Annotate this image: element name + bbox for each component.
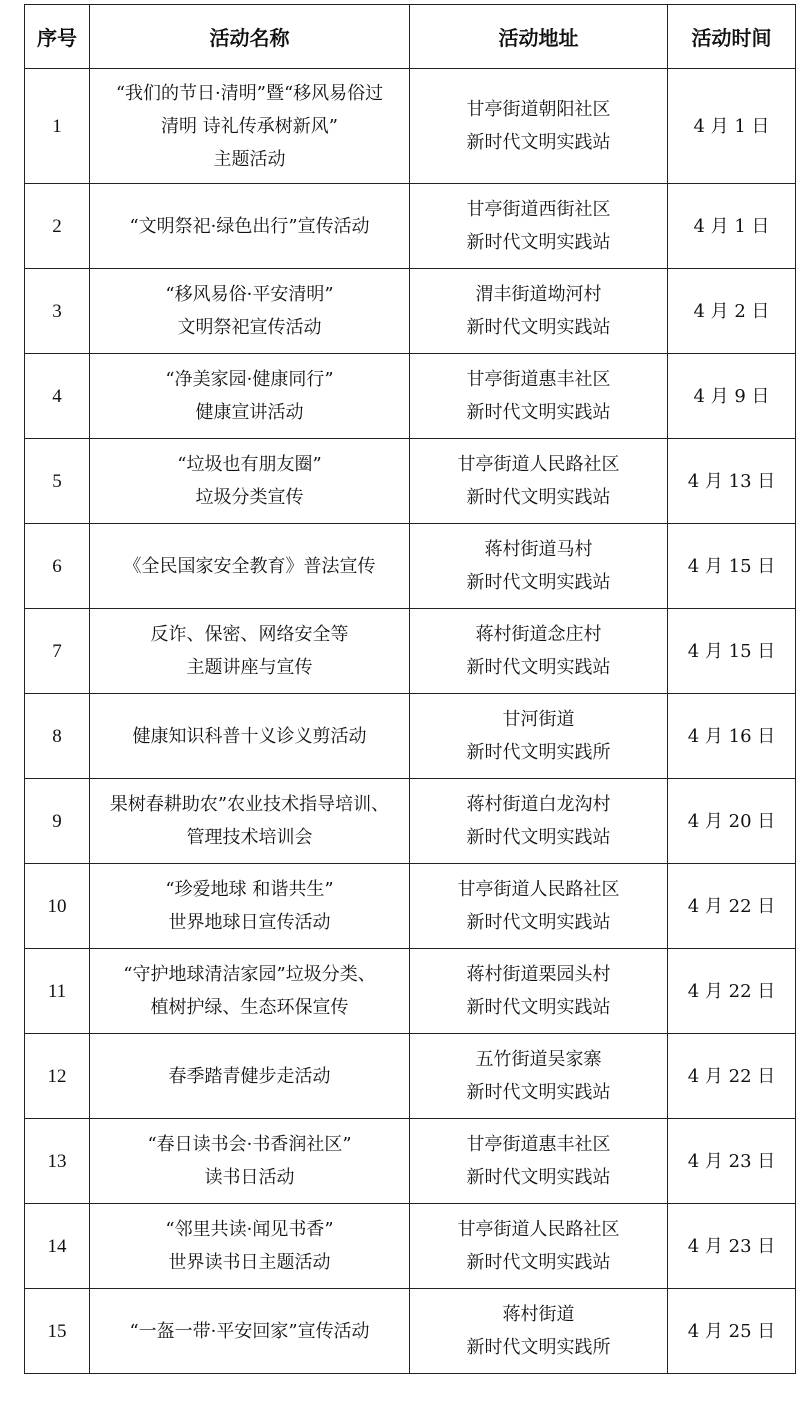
- activity-name-cell: [90, 524, 410, 609]
- activity-name-line: 果树春耕助农”农业技术指导培训、: [109, 794, 390, 815]
- activity-schedule: [24, 4, 796, 1374]
- activity-date-cell: 4 月 22 日: [668, 1034, 796, 1119]
- table-row: [25, 524, 796, 609]
- header-index: 序号: [25, 5, 90, 69]
- header-activity-date: 活动时间: [668, 5, 796, 69]
- activity-name-cell: [90, 439, 410, 524]
- activity-name-line: “净美家园·健康同行”: [165, 369, 334, 390]
- activity-address-line: 蒋村街道白龙沟村: [466, 794, 611, 815]
- activity-date-cell: 4 月 22 日: [668, 864, 796, 949]
- activity-name-line: 文明祭祀宣传活动: [177, 317, 322, 338]
- activity-address-line: 蒋村街道马村: [484, 539, 593, 560]
- activity-name-line: 春季踏青健步走活动: [168, 1065, 331, 1087]
- activity-name-line: “文明祭祀·绿色出行”宣传活动: [129, 215, 370, 237]
- table-row: [25, 269, 796, 354]
- activity-address-cell: [410, 864, 668, 949]
- row-index: 2: [25, 184, 90, 269]
- row-index: 11: [25, 949, 90, 1034]
- activity-date-cell: 4 月 13 日: [668, 439, 796, 524]
- table-body: [25, 69, 796, 1374]
- table-row: [25, 609, 796, 694]
- activity-address-line: 新时代文明实践站: [466, 1167, 611, 1188]
- table-row: [25, 354, 796, 439]
- activity-address-line: 新时代文明实践站: [466, 997, 611, 1018]
- activity-name-line: 主题讲座与宣传: [186, 657, 313, 678]
- activity-name-line: 读书日活动: [204, 1167, 295, 1188]
- table-row: [25, 1204, 796, 1289]
- activity-name-line: 世界地球日宣传活动: [168, 912, 331, 933]
- row-index: 1: [25, 69, 90, 184]
- table-row: [25, 694, 796, 779]
- row-index: 8: [25, 694, 90, 779]
- activity-date-cell: 4 月 1 日: [668, 69, 796, 184]
- activity-address-cell: [410, 269, 668, 354]
- table-row: [25, 1119, 796, 1204]
- activity-address-line: 新时代文明实践所: [466, 742, 611, 763]
- activity-name-line: “珍爱地球 和谐共生”: [165, 879, 334, 900]
- activity-address-cell: [410, 439, 668, 524]
- activity-address-line: 新时代文明实践站: [466, 132, 611, 153]
- table-row: [25, 69, 796, 184]
- activity-date-cell: 4 月 23 日: [668, 1204, 796, 1289]
- activity-address-line: 五竹街道吴家寨: [475, 1049, 602, 1070]
- activity-date-cell: 4 月 15 日: [668, 609, 796, 694]
- activity-address-cell: [410, 949, 668, 1034]
- activity-name-line: 世界读书日主题活动: [168, 1252, 331, 1273]
- activity-address-line: 新时代文明实践站: [466, 487, 611, 508]
- activity-name-cell: [90, 694, 410, 779]
- row-index: 4: [25, 354, 90, 439]
- activity-address-cell: [410, 694, 668, 779]
- table-header-row: [25, 5, 796, 69]
- activity-date-cell: 4 月 23 日: [668, 1119, 796, 1204]
- activity-address-line: 新时代文明实践站: [466, 827, 611, 848]
- activity-date-cell: 4 月 25 日: [668, 1289, 796, 1374]
- header-activity-address: 活动地址: [410, 5, 668, 69]
- table-row: [25, 1289, 796, 1374]
- table-row: [25, 184, 796, 269]
- activity-name-line: “邻里共读·闻见书香”: [165, 1219, 334, 1240]
- activity-address-line: 新时代文明实践站: [466, 1082, 611, 1103]
- activity-name-cell: [90, 1119, 410, 1204]
- row-index: 6: [25, 524, 90, 609]
- activity-name-cell: [90, 69, 410, 184]
- row-index: 7: [25, 609, 90, 694]
- activity-name-line: 植树护绿、生态环保宣传: [150, 997, 349, 1018]
- activity-address-line: 新时代文明实践站: [466, 912, 611, 933]
- activity-date-cell: 4 月 22 日: [668, 949, 796, 1034]
- row-index: 5: [25, 439, 90, 524]
- row-index: 13: [25, 1119, 90, 1204]
- activity-address-line: 甘亭街道惠丰社区: [466, 1134, 611, 1155]
- table-row: [25, 779, 796, 864]
- activity-name-line: 主题活动: [213, 148, 286, 170]
- activity-name-line: 反诈、保密、网络安全等: [150, 624, 349, 645]
- activity-address-line: 新时代文明实践所: [466, 1337, 611, 1358]
- activity-name-line: “春日读书会·书香润社区”: [147, 1134, 352, 1155]
- activity-name-cell: [90, 864, 410, 949]
- activity-address-cell: [410, 1119, 668, 1204]
- activity-name-line: “移风易俗·平安清明”: [165, 284, 334, 305]
- activity-address-cell: [410, 69, 668, 184]
- activity-date-cell: 4 月 2 日: [668, 269, 796, 354]
- activity-address-line: 蒋村街道栗园头村: [466, 964, 611, 985]
- activity-address-line: 新时代文明实践站: [466, 232, 611, 253]
- activity-address-line: 甘亭街道西街社区: [466, 199, 611, 220]
- activity-address-line: 新时代文明实践站: [466, 317, 611, 338]
- activity-address-line: 甘亭街道朝阳社区: [466, 99, 611, 120]
- activity-name-cell: [90, 269, 410, 354]
- activity-address-cell: [410, 524, 668, 609]
- header-activity-name: 活动名称: [90, 5, 410, 69]
- row-index: 14: [25, 1204, 90, 1289]
- activity-address-line: 新时代文明实践站: [466, 402, 611, 423]
- activity-address-line: 甘河街道: [502, 709, 575, 730]
- activity-address-cell: [410, 354, 668, 439]
- activity-date-cell: 4 月 20 日: [668, 779, 796, 864]
- activity-address-line: 蒋村街道念庄村: [475, 624, 602, 645]
- row-index: 15: [25, 1289, 90, 1374]
- activity-table: [24, 4, 796, 1374]
- activity-name-line: 健康宣讲活动: [195, 402, 304, 423]
- activity-name-cell: [90, 1204, 410, 1289]
- activity-address-line: 甘亭街道人民路社区: [457, 454, 620, 475]
- activity-date-cell: 4 月 1 日: [668, 184, 796, 269]
- activity-name-line: 管理技术培训会: [186, 827, 313, 848]
- activity-name-line: 健康知识科普十义诊义剪活动: [132, 725, 367, 747]
- activity-address-cell: [410, 1034, 668, 1119]
- activity-date-cell: 4 月 9 日: [668, 354, 796, 439]
- activity-address-line: 甘亭街道惠丰社区: [466, 369, 611, 390]
- activity-name-cell: [90, 949, 410, 1034]
- activity-name-cell: [90, 779, 410, 864]
- activity-name-line: 清明 诗礼传承树新风”: [161, 115, 338, 137]
- activity-name-line: 垃圾分类宣传: [195, 487, 304, 508]
- activity-address-line: 甘亭街道人民路社区: [457, 879, 620, 900]
- row-index: 10: [25, 864, 90, 949]
- activity-address-line: 渭丰街道坳河村: [475, 284, 602, 305]
- activity-name-cell: [90, 1289, 410, 1374]
- activity-address-cell: [410, 609, 668, 694]
- table-row: [25, 439, 796, 524]
- table-row: [25, 949, 796, 1034]
- activity-address-cell: [410, 1289, 668, 1374]
- activity-address-line: 新时代文明实践站: [466, 1252, 611, 1273]
- row-index: 3: [25, 269, 90, 354]
- activity-name-cell: [90, 184, 410, 269]
- activity-address-cell: [410, 1204, 668, 1289]
- activity-name-line: “一盔一带·平安回家”宣传活动: [129, 1320, 370, 1342]
- activity-name-line: 《全民国家安全教育》普法宣传: [123, 555, 376, 577]
- activity-address-cell: [410, 779, 668, 864]
- activity-name-cell: [90, 609, 410, 694]
- table-row: [25, 1034, 796, 1119]
- activity-name-line: “守护地球清洁家园”垃圾分类、: [123, 964, 376, 985]
- activity-address-line: 新时代文明实践站: [466, 657, 611, 678]
- activity-name-cell: [90, 1034, 410, 1119]
- activity-name-cell: [90, 354, 410, 439]
- activity-date-cell: 4 月 16 日: [668, 694, 796, 779]
- activity-name-line: “垃圾也有朋友圈”: [177, 454, 322, 475]
- table-row: [25, 864, 796, 949]
- row-index: 9: [25, 779, 90, 864]
- activity-address-line: 蒋村街道: [502, 1304, 575, 1325]
- activity-address-cell: [410, 184, 668, 269]
- activity-address-line: 甘亭街道人民路社区: [457, 1219, 620, 1240]
- activity-address-line: 新时代文明实践站: [466, 572, 611, 593]
- row-index: 12: [25, 1034, 90, 1119]
- activity-name-line: “我们的节日·清明”暨“移风易俗过: [115, 82, 384, 104]
- activity-date-cell: 4 月 15 日: [668, 524, 796, 609]
